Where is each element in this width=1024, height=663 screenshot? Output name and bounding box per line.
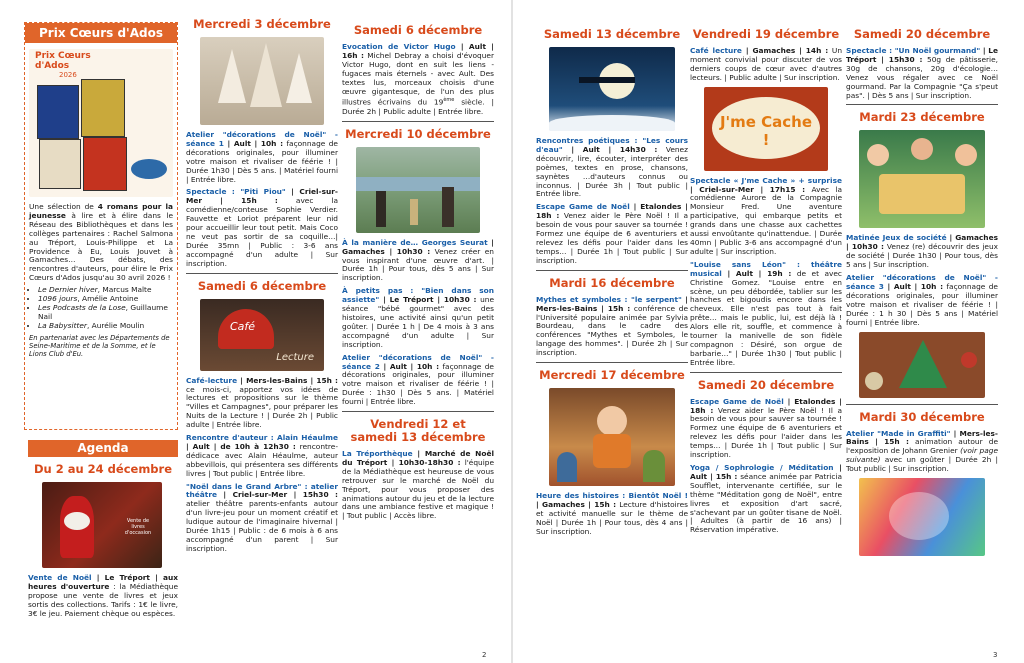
date-heading: Vendredi 19 décembre	[692, 27, 840, 41]
event-rencontre-auteur: Rencontre d'auteur : Alain Héaulme | Ault | de 10h à 12h30 : rencontre-dédicace avec Alain Héaulme, auteur abbevillois, qui présentera ses différents livres | Tout public | Entrée libre.	[186, 433, 338, 478]
santa-image	[42, 482, 162, 568]
page2-column3	[342, 24, 494, 525]
divider	[186, 273, 338, 274]
figure	[410, 199, 418, 225]
book-item: • Les Podcasts de la Lose, Guillaume Nail	[38, 304, 173, 322]
prix-description: Une sélection de 4 romans pour la jeunesse à lire et à élire dans le Réseau des Bibliothèques et dans les collèges partenaires : Rachel Salmona au Tréport, Louis-Philippe et La Providence à Eu, Louis Jouvet à Gamaches… Des débats, des rencontres d'auteurs, pour élire le Prix Cœurs d'Ados jusqu'au 30 avril 2026 !	[29, 202, 173, 283]
agenda-range: Du 2 au 24 décembre	[33, 461, 173, 476]
event-treportheque: La Tréporthèque | Marché de Noël du Tréport | 10h30-18h30 : l'équipe de la Médiathèque est heureuse de vous retrouver sur le marché de Noël du Tréport, pour vous proposer des animations autour du jeu et de la lecture dans une ambiance festive et magique ! | Tout public | Accès libre.	[342, 449, 494, 521]
date-heading: Mercredi 17 décembre	[539, 368, 685, 383]
child-figure	[643, 450, 665, 482]
prix-cover-image	[29, 49, 173, 197]
paper-angels-image	[200, 37, 324, 125]
divider	[342, 121, 494, 122]
agenda-column	[28, 440, 178, 622]
storyteller-face	[597, 406, 627, 436]
date-heading: Mardi 23 décembre	[859, 110, 985, 125]
santa-moon-image	[549, 47, 675, 131]
divider	[846, 104, 998, 105]
page2-column2	[186, 18, 338, 558]
seurat-painting-image	[356, 147, 480, 233]
river	[356, 177, 480, 191]
date-heading: Samedi 6 décembre	[353, 23, 483, 37]
graffiti-shape	[889, 492, 949, 540]
divider	[536, 270, 688, 271]
event-petits-pas: À petits pas : "Bien dans son assiette" | Le Tréport | 10h30 : une séance "bébé gourmet" avec des histoires, une activité ainsi qu'un petit goûter. | Durée 1 h | De 4 mois à 3 ans accompagné d'un adulte | Sur inscription.	[342, 286, 495, 349]
page-fold	[511, 0, 513, 663]
prix-title: Prix Cœurs d'Ados	[25, 23, 177, 43]
page3-column2	[690, 28, 842, 539]
divider	[342, 411, 494, 412]
date-heading: Mercredi 10 décembre	[345, 126, 491, 141]
paper-tree	[899, 340, 947, 388]
book-cover-4	[83, 137, 127, 191]
angel-shape	[286, 53, 312, 103]
event-mythes-symboles: Mythes et symboles : "le serpent" | Mers-les-Bains | 15h : conférence de l'Université populaire animée par Sylvia Bourdeau, dans le cadre des conférences "Mythes et Symboles, le langage des hommes". | Durée 2h | Sur inscription.	[536, 294, 688, 358]
event-cafe-lecture: Café-lecture | Mers-les-Bains | 15h : ce mois-ci, apportez vos idées de lectures et propositions sur le thème "Villes et Campagnes", pour préparer les Nuits de la Lecture ! | Durée 2h | Public adulte | Entrée libre.	[186, 375, 338, 430]
library-logo	[131, 159, 167, 179]
prix-cover-title: Prix Cœurs d'Ados	[35, 51, 91, 71]
child-face	[955, 144, 977, 166]
figure	[376, 191, 386, 227]
event-jme-cache: Spectacle « J'me Cache » + surprise | Criel-sur-Mer | 17h15 : Avec la comédienne Aurore de la Compagnie Monsieur Fred. Une aventure participative, qui embarque petits et grands dans une chasse aux cachettes aussi envoûtante qu'inattendue. | Durée 40mn | Public 3-6 ans accompagné d'un adulte | Sur inscription.	[690, 175, 843, 256]
event-cafe-lecture-gamaches: Café lecture | Gamaches | 14h : Un moment convivial pour discuter de vos derniers coups de cœur avec d'autres lecteurs. | Public adulte | Sur inscription.	[690, 46, 843, 82]
story-hour-image	[549, 388, 675, 486]
child-figure	[557, 452, 577, 482]
date-heading: Samedi 13 décembre	[543, 27, 681, 41]
event-louise-sans-leon: "Louise sans Léon" : théâtre musical | Ault | 19h : de et avec Christine Gomez. "Louise entre en scène, un peu débordée, tablier sur les hanches et bigoudis encore dans les cheveux. Elle n'est pas tout à fait prête… mais le public, lui, est déjà là ! Alors elle rit, souffle, et commence à tourner la manivelle de son fidèle compagnon : Désiré, son orgue de barbarie…" | Durée 1h30 | Tout public | Entrée libre.	[690, 259, 842, 367]
agenda-title: Agenda	[28, 440, 178, 457]
lecture-sign: Lecture	[276, 351, 314, 363]
event-noel-gourmand: Spectacle : "Un Noël gourmand" | Le Tréport | 15h30 : 50g de pâtisserie, 30g de chansons, 20g d'écologie… Venez vous régaler avec ce Noël gourmand. Par la Compagnie "Ça s'peut pas". | Dès 5 ans | Sur inscription.	[846, 46, 998, 100]
jme-cache-image	[704, 87, 828, 171]
book-item: • Le Dernier hiver, Marcus Malte	[38, 286, 173, 295]
game-board	[879, 174, 965, 214]
event-victor-hugo: Evocation de Victor Hugo | Ault | 16h : Michel Debray a choisi d'évoquer Victor Hugo, dont en suit les liens - fugaces mais éternels - avec Ault. Des textes lus, morceaux choisis d'une œuvre gigantesque, de l'un des plus illustres écrivains du 19ème siècle. | Durée 2h | Public adulte | Entrée libre.	[342, 42, 494, 116]
event-atelier-deco-1: Atelier "décorations de Noël" - séance 1 | Ault | 10h : façonnage de décorations originales, pour illuminer votre maison et rivaliser de féérie ! | Durée 1h30 | Dès 5 ans. | Matériel fourni | Entrée libre.	[186, 130, 338, 184]
date-heading: Mardi 16 décembre	[549, 275, 675, 290]
date-heading: Vendredi 12 et samedi 13 décembre	[350, 417, 486, 445]
cafe-sign: Café	[230, 319, 256, 333]
divider	[846, 404, 998, 405]
craft-ornament	[961, 352, 977, 368]
event-rencontres-poetiques: Rencontres poétiques : "Les cours d'eau" | Ault | 14h30 : Venez découvrir, lire, écouter, interpréter des poèmes, textes en prose, chansons, saynètes …d'auteurs connus ou inconnus. | Durée 3h | Tout public | Entrée libre.	[536, 136, 688, 199]
snow-hill	[549, 115, 675, 131]
angel-shape	[218, 49, 246, 103]
santa-beard	[64, 512, 90, 530]
storyteller-body	[593, 434, 631, 468]
book-cover-3	[39, 139, 81, 189]
prix-cover-year: 2026	[59, 71, 77, 79]
jme-cache-logo: J'me Cache !	[719, 112, 813, 149]
event-piti-piou: Spectacle : "Piti Piou" | Criel-sur-Mer | 15h : avec la comédienne/conteuse Sophie Verdier. Fauvette et Loriot préparent leur nid pour accueillir leur tout petit. Mais Coco ne veut pas sortir de sa coquille…| Durée 35mn | Public : 3-6 ans accompagné d'un adulte | Sur inscription.	[186, 187, 339, 268]
event-seurat: À la manière de… Georges Seurat | Gamaches | 10h30 : Venez créer en vous inspirant d'une œuvre d'art. | Durée 1h | Pour tous, dès 5 ans | Sur inscription.	[342, 237, 494, 283]
page-number: 3	[993, 651, 998, 659]
event-atelier-deco-3: Atelier "décorations de Noël" - séance 3 | Ault | 10h : façonnage de décorations originales, pour illuminer votre maison et rivaliser de féérie ! | Durée : 1 h 30 | Dès 5 ans | Matériel fourni | Entrée libre.	[846, 273, 998, 327]
date-heading: Samedi 20 décembre	[697, 377, 835, 392]
figure	[442, 187, 454, 227]
date-heading: Samedi 6 décembre	[197, 278, 327, 293]
prix-coeurs-dados-box	[24, 22, 178, 430]
divider	[690, 372, 842, 373]
date-heading: Samedi 20 décembre	[853, 27, 991, 41]
page3-column1	[536, 28, 688, 541]
craft-ornament	[865, 372, 883, 390]
date-heading: Mardi 30 décembre	[859, 409, 985, 424]
child-face	[867, 144, 889, 166]
event-escape-game-2: Escape Game de Noël | Etalondes | 18h : Venez aider le Père Noël ! Il a besoin de vous pour sauver sa tournée ! Formez une équipe de 6 aventuriers et relevez les défis pour l'aider dans les temps… | Durée 1h | Tout public | Sur inscription.	[690, 396, 843, 460]
page-number: 2	[482, 651, 487, 659]
prix-partners: En partenariat avec les Départements de Seine-Maritime et de la Somme, et le Lions Club d'Eu.	[29, 333, 170, 358]
sale-sign: Vente de livres d'occasion	[124, 517, 152, 536]
event-atelier-theatre: "Noël dans le Grand Arbre" : atelier théâtre | Criel-sur-Mer | 15h30 : atelier théâtre parents-enfants autour d'un livre-jeu pour un moment créatif et ludique autour de l'imaginaire hivernal | Durée 1h15 | Public : de 6 mois à 6 ans accompagné d'un parent | Sur inscription.	[186, 481, 338, 553]
craft-tree-image	[859, 332, 985, 398]
book-item: • 1096 jours, Amélie Antoine	[38, 295, 173, 304]
sleigh-silhouette	[579, 77, 635, 83]
event-jeux-societe: Matinée Jeux de société | Gamaches | 10h30 : Venez (re) découvrir des jeux de société | Durée 1h30 | Pour tous, dès 5 ans | Sur inscription.	[846, 233, 998, 270]
book-item: • La Babysitter, Aurélie Moulin	[38, 322, 173, 331]
child-face	[911, 138, 933, 160]
event-heure-histoires: Heure des histoires : Bientôt Noël ! | Gamaches | 15h : Lecture d'histoires et activité manuelle sur le thème de Noël | Durée 1h | Pour tous, dès 4 ans | Sur inscription.	[536, 491, 688, 536]
page3-column3	[846, 28, 998, 562]
cafe-lecture-image	[200, 299, 324, 371]
divider	[536, 362, 688, 363]
event-yoga-sophrologie: Yoga / Sophrologie / Méditation | Ault | 15h : séance animée par Patricia Soufflet, intervenante certifiée, sur le thème "Méditation gong de Noël", entre livres et exposition d'art sacré, s'achevant par un goûter tisane de Noël. | Adultes (à partir de 16 ans) | Réservation impérative.	[690, 463, 842, 535]
angel-shape	[250, 43, 282, 107]
board-games-image	[859, 130, 985, 228]
event-made-in-graffiti: Atelier "Made in Graffiti" | Mers-les-Bains | 15h : animation autour de l'exposition de Johann Grenier (voir page suivante) avec un goûter | Durée 2h | Tout public | Sur inscription.	[846, 428, 999, 474]
event-vente-noel: Vente de Noël | Le Tréport | aux heures d'ouverture : la Médiathèque propose une vente de livres et jeux sortis des collections. Tarifs : 1€ le livre, 3€ le jeu. Paiement chèque ou espèces.	[28, 572, 179, 618]
event-escape-game-1: Escape Game de Noël | Etalondes | 18h : Venez aider le Père Noël ! Il a besoin de vous pour sauver sa tournée ! Formez une équipe de 6 aventuriers et relevez les défis pour l'aider dans les temps… | Durée 1h | Tout public | Sur inscription.	[536, 202, 689, 265]
book-list	[29, 286, 173, 331]
date-heading: Mercredi 3 décembre	[193, 17, 331, 31]
graffiti-image	[859, 478, 985, 556]
book-cover-2	[81, 79, 125, 137]
book-cover-1	[37, 85, 79, 139]
event-atelier-deco-2: Atelier "décorations de Noël" - séance 2 | Ault | 10h : façonnage de décorations originales, pour illuminer votre maison et rivaliser de féérie ! | Durée : 1h30 | Dès 5 ans. | Matériel fourni | Entrée libre.	[342, 352, 494, 407]
